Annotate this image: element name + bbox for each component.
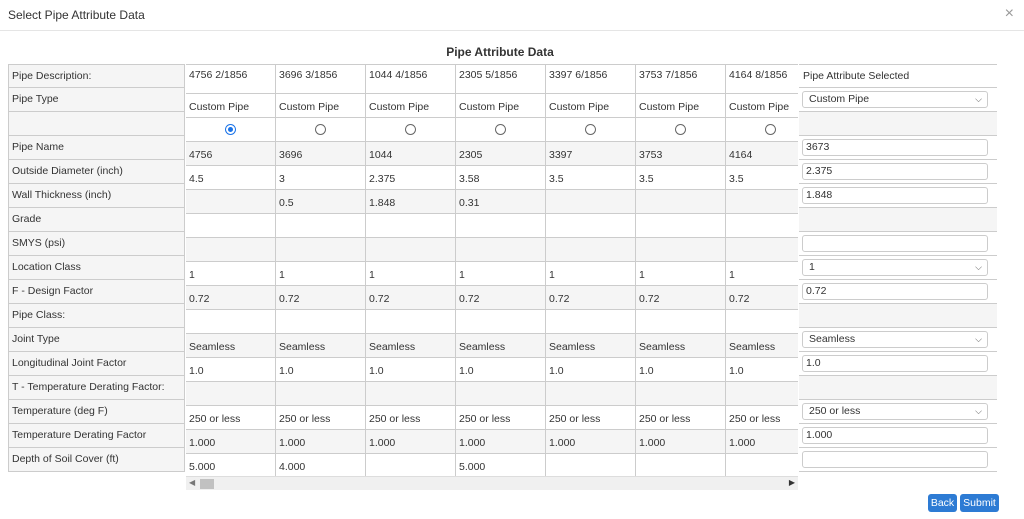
table-cell-temp-derating: [276, 430, 366, 454]
pipe-select-radio[interactable]: [405, 124, 416, 135]
selected-design-factor-row: [799, 280, 997, 304]
cell-value: 3.5: [639, 173, 654, 185]
table-cell-grade: [636, 214, 726, 238]
dialog-title: Select Pipe Attribute Data: [8, 8, 145, 22]
cell-value: Seamless: [369, 341, 416, 353]
table-cell-temp-derating: [546, 430, 636, 454]
selected-temp-section-row: [799, 376, 997, 400]
chevron-down-icon: ⌵: [975, 262, 982, 272]
table-cell-soil-cover: [726, 454, 798, 478]
table-cell-grade: [726, 214, 798, 238]
table-cell-outside-diameter: [366, 166, 456, 190]
table-cell-grade: [366, 214, 456, 238]
table-cell: [546, 310, 636, 334]
cell-value: 3397 6/1856: [549, 69, 608, 81]
table-cell-grade: [186, 214, 276, 238]
row-label: Pipe Name: [8, 136, 185, 160]
table-cell-location-class: [726, 262, 798, 286]
chevron-down-icon: ⌵: [975, 94, 982, 104]
table-cell-location-class: [636, 262, 726, 286]
cell-value: Custom Pipe: [279, 101, 340, 113]
table-cell-wall-thickness: [726, 190, 798, 214]
table-cell: [186, 310, 276, 334]
row-label: Depth of Soil Cover (ft): [8, 448, 185, 472]
table-cell-temperature: [276, 406, 366, 430]
dialog-header: [0, 0, 1024, 31]
pipe-select-radio[interactable]: [495, 124, 506, 135]
table-cell-design-factor: [546, 286, 636, 310]
pipe-select-radio[interactable]: [225, 124, 236, 135]
temp-derating-input[interactable]: 1.000: [802, 427, 988, 444]
arrow-right-icon[interactable]: ▶: [788, 478, 795, 487]
table-cell-wall-thickness: [456, 190, 546, 214]
table-cell-joint-factor: [456, 358, 546, 382]
table-cell-soil-cover: [366, 454, 456, 478]
table-cell-joint-factor: [546, 358, 636, 382]
cell-value: 4.000: [279, 461, 306, 473]
table-cell-description: [726, 64, 798, 94]
cell-value: 1.0: [279, 365, 294, 377]
cell-value: 2305 5/1856: [459, 69, 518, 81]
cell-value: 3.5: [549, 173, 564, 185]
table-cell-description: [456, 64, 546, 94]
table-cell-pipe-name: [726, 142, 798, 166]
selected-radio-row: [799, 112, 997, 136]
cell-value: 0.72: [369, 293, 390, 305]
table-cell: [456, 310, 546, 334]
close-icon[interactable]: ×: [1004, 5, 1014, 22]
selected-smys-row: [799, 232, 997, 256]
cell-value: 1.000: [189, 437, 216, 449]
table-cell: [636, 310, 726, 334]
selected-pipe-class-row: [799, 304, 997, 328]
row-label: F - Design Factor: [8, 280, 185, 304]
cell-value: 4756 2/1856: [189, 69, 248, 81]
cell-value: Seamless: [189, 341, 236, 353]
cell-value: 1: [189, 269, 195, 281]
cell-value: 1: [369, 269, 375, 281]
table-cell-location-class: [186, 262, 276, 286]
table-cell-pipe-name: [546, 142, 636, 166]
table-cell: [456, 382, 546, 406]
outside-diameter-input[interactable]: 2.375: [802, 163, 988, 180]
pipe-type-select[interactable]: [802, 91, 988, 108]
selected-outside-diameter-row: [799, 160, 997, 184]
cell-value: 4756: [189, 149, 213, 161]
table-cell-soil-cover: [546, 454, 636, 478]
table-cell-outside-diameter: [726, 166, 798, 190]
location-class-select[interactable]: [802, 259, 988, 276]
cell-value: 3753: [639, 149, 663, 161]
table-cell-smys: [456, 238, 546, 262]
row-label: [8, 112, 185, 136]
table-cell-joint-type: [366, 334, 456, 358]
joint-type-select-value: Seamless: [809, 333, 856, 345]
table-cell-location-class: [276, 262, 366, 286]
cell-value: 250 or less: [189, 413, 241, 425]
table-cell: [726, 382, 798, 406]
table-cell-smys: [726, 238, 798, 262]
pipe-table-grid: [186, 64, 798, 478]
table-cell-smys: [636, 238, 726, 262]
table-cell: [366, 382, 456, 406]
cell-value: Custom Pipe: [369, 101, 430, 113]
cell-value: 3.58: [459, 173, 480, 185]
joint-type-select[interactable]: [802, 331, 988, 348]
cell-value: Seamless: [549, 341, 596, 353]
table-cell-pipe-type: [276, 94, 366, 118]
soil-cover-input[interactable]: [802, 451, 988, 468]
chevron-down-icon: ⌵: [975, 406, 982, 416]
table-cell-joint-factor: [726, 358, 798, 382]
select-cell: [456, 118, 546, 142]
table-cell-joint-type: [456, 334, 546, 358]
cell-value: 0.72: [189, 293, 210, 305]
cell-value: 0.72: [279, 293, 300, 305]
table-cell-soil-cover: [276, 454, 366, 478]
table-cell-temp-derating: [186, 430, 276, 454]
selected-temp-derating-row: [799, 424, 997, 448]
cell-value: 1.000: [369, 437, 396, 449]
table-cell-wall-thickness: [366, 190, 456, 214]
pipe-type-select-value: Custom Pipe: [809, 93, 870, 105]
wall-thickness-input[interactable]: 1.848: [802, 187, 988, 204]
table-cell-design-factor: [636, 286, 726, 310]
cell-value: 0.72: [549, 293, 570, 305]
select-cell: [726, 118, 798, 142]
cell-value: Custom Pipe: [639, 101, 700, 113]
row-label: Grade: [8, 208, 185, 232]
pipe-name-input[interactable]: 3673: [802, 139, 988, 156]
cell-value: 1: [549, 269, 555, 281]
table-cell-outside-diameter: [186, 166, 276, 190]
joint-factor-input[interactable]: 1.0: [802, 355, 988, 372]
table-cell-pipe-type: [366, 94, 456, 118]
table-cell: [636, 382, 726, 406]
cell-value: 1: [729, 269, 735, 281]
row-label: Temperature Derating Factor: [8, 424, 185, 448]
table-cell-design-factor: [726, 286, 798, 310]
table-cell-location-class: [456, 262, 546, 286]
cell-value: 4.5: [189, 173, 204, 185]
cell-value: 250 or less: [369, 413, 421, 425]
cell-value: 1.000: [729, 437, 756, 449]
table-cell: [186, 382, 276, 406]
row-label: Location Class: [8, 256, 185, 280]
table-cell-pipe-name: [276, 142, 366, 166]
table-cell: [726, 310, 798, 334]
table-cell-temperature: [726, 406, 798, 430]
cell-value: 1.000: [279, 437, 306, 449]
table-cell-wall-thickness: [546, 190, 636, 214]
table-cell: [366, 310, 456, 334]
pipe-column: [726, 64, 798, 478]
selected-header: Pipe Attribute Selected: [799, 64, 997, 88]
table-cell-outside-diameter: [546, 166, 636, 190]
table-cell-pipe-name: [636, 142, 726, 166]
cell-value: 3: [279, 173, 285, 185]
selected-pipe-type-row: [799, 88, 997, 112]
pipe-select-radio[interactable]: [585, 124, 596, 135]
selected-pipe-name-row: [799, 136, 997, 160]
cell-value: 3696: [279, 149, 303, 161]
cell-value: 5.000: [189, 461, 216, 473]
table-cell-joint-type: [726, 334, 798, 358]
cell-value: 1.0: [369, 365, 384, 377]
table-cell: [546, 382, 636, 406]
table-cell-wall-thickness: [636, 190, 726, 214]
table-cell-grade: [456, 214, 546, 238]
cell-value: 250 or less: [459, 413, 511, 425]
row-label: Outside Diameter (inch): [8, 160, 185, 184]
pipe-column: [546, 64, 636, 478]
selected-location-class-row: [799, 256, 997, 280]
select-cell: [636, 118, 726, 142]
table-title: Pipe Attribute Data: [446, 45, 554, 59]
location-class-select-value: 1: [809, 261, 815, 273]
row-label: Wall Thickness (inch): [8, 184, 185, 208]
design-factor-input[interactable]: 0.72: [802, 283, 988, 300]
table-cell-joint-type: [636, 334, 726, 358]
cell-value: 250 or less: [639, 413, 691, 425]
table-cell: [276, 310, 366, 334]
table-cell-pipe-name: [186, 142, 276, 166]
table-cell-joint-type: [546, 334, 636, 358]
select-cell: [186, 118, 276, 142]
arrow-left-icon[interactable]: ◀: [189, 478, 196, 487]
cell-value: 250 or less: [279, 413, 331, 425]
selected-grade-row: [799, 208, 997, 232]
table-cell-temperature: [456, 406, 546, 430]
cell-value: 250 or less: [729, 413, 781, 425]
row-label: Pipe Class:: [8, 304, 185, 328]
table-cell-joint-factor: [366, 358, 456, 382]
table-cell-design-factor: [186, 286, 276, 310]
cell-value: 1044 4/1856: [369, 69, 428, 81]
table-cell: [276, 382, 366, 406]
table-cell-outside-diameter: [276, 166, 366, 190]
table-cell-joint-factor: [276, 358, 366, 382]
table-cell-temperature: [546, 406, 636, 430]
row-label: Pipe Description:: [8, 64, 185, 88]
cell-value: 1.0: [639, 365, 654, 377]
table-cell-soil-cover: [636, 454, 726, 478]
cell-value: 5.000: [459, 461, 486, 473]
cell-value: 250 or less: [549, 413, 601, 425]
table-cell-pipe-type: [186, 94, 276, 118]
table-cell-design-factor: [366, 286, 456, 310]
table-cell-design-factor: [276, 286, 366, 310]
row-label: Joint Type: [8, 328, 185, 352]
row-label: Longitudinal Joint Factor: [8, 352, 185, 376]
row-label: Pipe Type: [8, 88, 185, 112]
table-cell-smys: [366, 238, 456, 262]
table-cell-joint-factor: [636, 358, 726, 382]
cell-value: 3753 7/1856: [639, 69, 698, 81]
table-cell-description: [546, 64, 636, 94]
cell-value: 1.000: [459, 437, 486, 449]
pipe-column: [366, 64, 456, 478]
cell-value: Custom Pipe: [549, 101, 610, 113]
table-cell-temp-derating: [366, 430, 456, 454]
table-cell-smys: [546, 238, 636, 262]
smys-input[interactable]: [802, 235, 988, 252]
table-cell-location-class: [366, 262, 456, 286]
cell-value: 0.72: [729, 293, 750, 305]
table-cell-temperature: [186, 406, 276, 430]
cell-value: 3696 3/1856: [279, 69, 338, 81]
row-label: T - Temperature Derating Factor:: [8, 376, 185, 400]
table-cell-smys: [186, 238, 276, 262]
selected-attributes-column: [799, 64, 997, 472]
temperature-select-value: 250 or less: [809, 405, 861, 417]
table-cell-temperature: [636, 406, 726, 430]
selected-soil-cover-row: [799, 448, 997, 472]
cell-value: 3397: [549, 149, 573, 161]
cell-value: 1.0: [549, 365, 564, 377]
table-cell-outside-diameter: [636, 166, 726, 190]
cell-value: 4164 8/1856: [729, 69, 788, 81]
table-cell-description: [636, 64, 726, 94]
table-cell-joint-factor: [186, 358, 276, 382]
table-cell-grade: [276, 214, 366, 238]
chevron-down-icon: ⌵: [975, 334, 982, 344]
row-label: Temperature (deg F): [8, 400, 185, 424]
pipe-column: [276, 64, 366, 478]
select-cell: [546, 118, 636, 142]
cell-value: 0.72: [639, 293, 660, 305]
select-cell: [276, 118, 366, 142]
table-cell-wall-thickness: [186, 190, 276, 214]
table-cell-pipe-name: [456, 142, 546, 166]
table-cell-temp-derating: [726, 430, 798, 454]
cell-value: 2.375: [369, 173, 396, 185]
cell-value: 3.5: [729, 173, 744, 185]
table-cell-description: [276, 64, 366, 94]
table-cell-location-class: [546, 262, 636, 286]
cell-value: 1.848: [369, 197, 396, 209]
cell-value: 1.0: [459, 365, 474, 377]
cell-value: 0.31: [459, 197, 480, 209]
cell-value: 0.72: [459, 293, 480, 305]
pipe-select-radio[interactable]: [765, 124, 776, 135]
selected-joint-type-row: [799, 328, 997, 352]
cell-value: 1: [279, 269, 285, 281]
cell-value: 1.0: [189, 365, 204, 377]
cell-value: Custom Pipe: [459, 101, 520, 113]
pipe-select-radio[interactable]: [315, 124, 326, 135]
table-cell-pipe-type: [636, 94, 726, 118]
cell-value: 1.000: [639, 437, 666, 449]
pipe-column: [186, 64, 276, 478]
cell-value: 1.0: [729, 365, 744, 377]
cell-value: 1044: [369, 149, 393, 161]
table-cell-outside-diameter: [456, 166, 546, 190]
temperature-select[interactable]: [802, 403, 988, 420]
row-labels: [8, 64, 185, 472]
cell-value: Seamless: [729, 341, 776, 353]
cell-value: Custom Pipe: [729, 101, 790, 113]
table-cell-pipe-name: [366, 142, 456, 166]
table-cell-pipe-type: [726, 94, 798, 118]
table-cell-wall-thickness: [276, 190, 366, 214]
cell-value: 2305: [459, 149, 483, 161]
selected-joint-factor-row: [799, 352, 997, 376]
submit-button[interactable]: Submit: [960, 494, 999, 512]
table-cell-description: [366, 64, 456, 94]
scrollbar-thumb[interactable]: [200, 479, 214, 489]
cell-value: 1.000: [549, 437, 576, 449]
table-cell-temp-derating: [456, 430, 546, 454]
table-cell-design-factor: [456, 286, 546, 310]
pipe-select-radio[interactable]: [675, 124, 686, 135]
pipe-column: [456, 64, 546, 478]
back-button[interactable]: Back: [928, 494, 957, 512]
horizontal-scrollbar[interactable]: [186, 476, 798, 490]
table-cell-temp-derating: [636, 430, 726, 454]
select-cell: [366, 118, 456, 142]
cell-value: 0.5: [279, 197, 294, 209]
cell-value: Seamless: [459, 341, 506, 353]
pipe-column: [636, 64, 726, 478]
cell-value: 4164: [729, 149, 753, 161]
cell-value: 1: [459, 269, 465, 281]
table-cell-description: [186, 64, 276, 94]
table-cell-joint-type: [186, 334, 276, 358]
table-cell-soil-cover: [456, 454, 546, 478]
cell-value: Seamless: [639, 341, 686, 353]
row-label: SMYS (psi): [8, 232, 185, 256]
cell-value: Seamless: [279, 341, 326, 353]
cell-value: Custom Pipe: [189, 101, 250, 113]
table-cell-pipe-type: [456, 94, 546, 118]
table-cell-joint-type: [276, 334, 366, 358]
cell-value: 1: [639, 269, 645, 281]
pipe-table-scroll-area: [186, 64, 798, 491]
selected-temperature-row: [799, 400, 997, 424]
selected-wall-thickness-row: [799, 184, 997, 208]
table-cell-grade: [546, 214, 636, 238]
table-cell-soil-cover: [186, 454, 276, 478]
table-cell-smys: [276, 238, 366, 262]
table-cell-temperature: [366, 406, 456, 430]
table-cell-pipe-type: [546, 94, 636, 118]
